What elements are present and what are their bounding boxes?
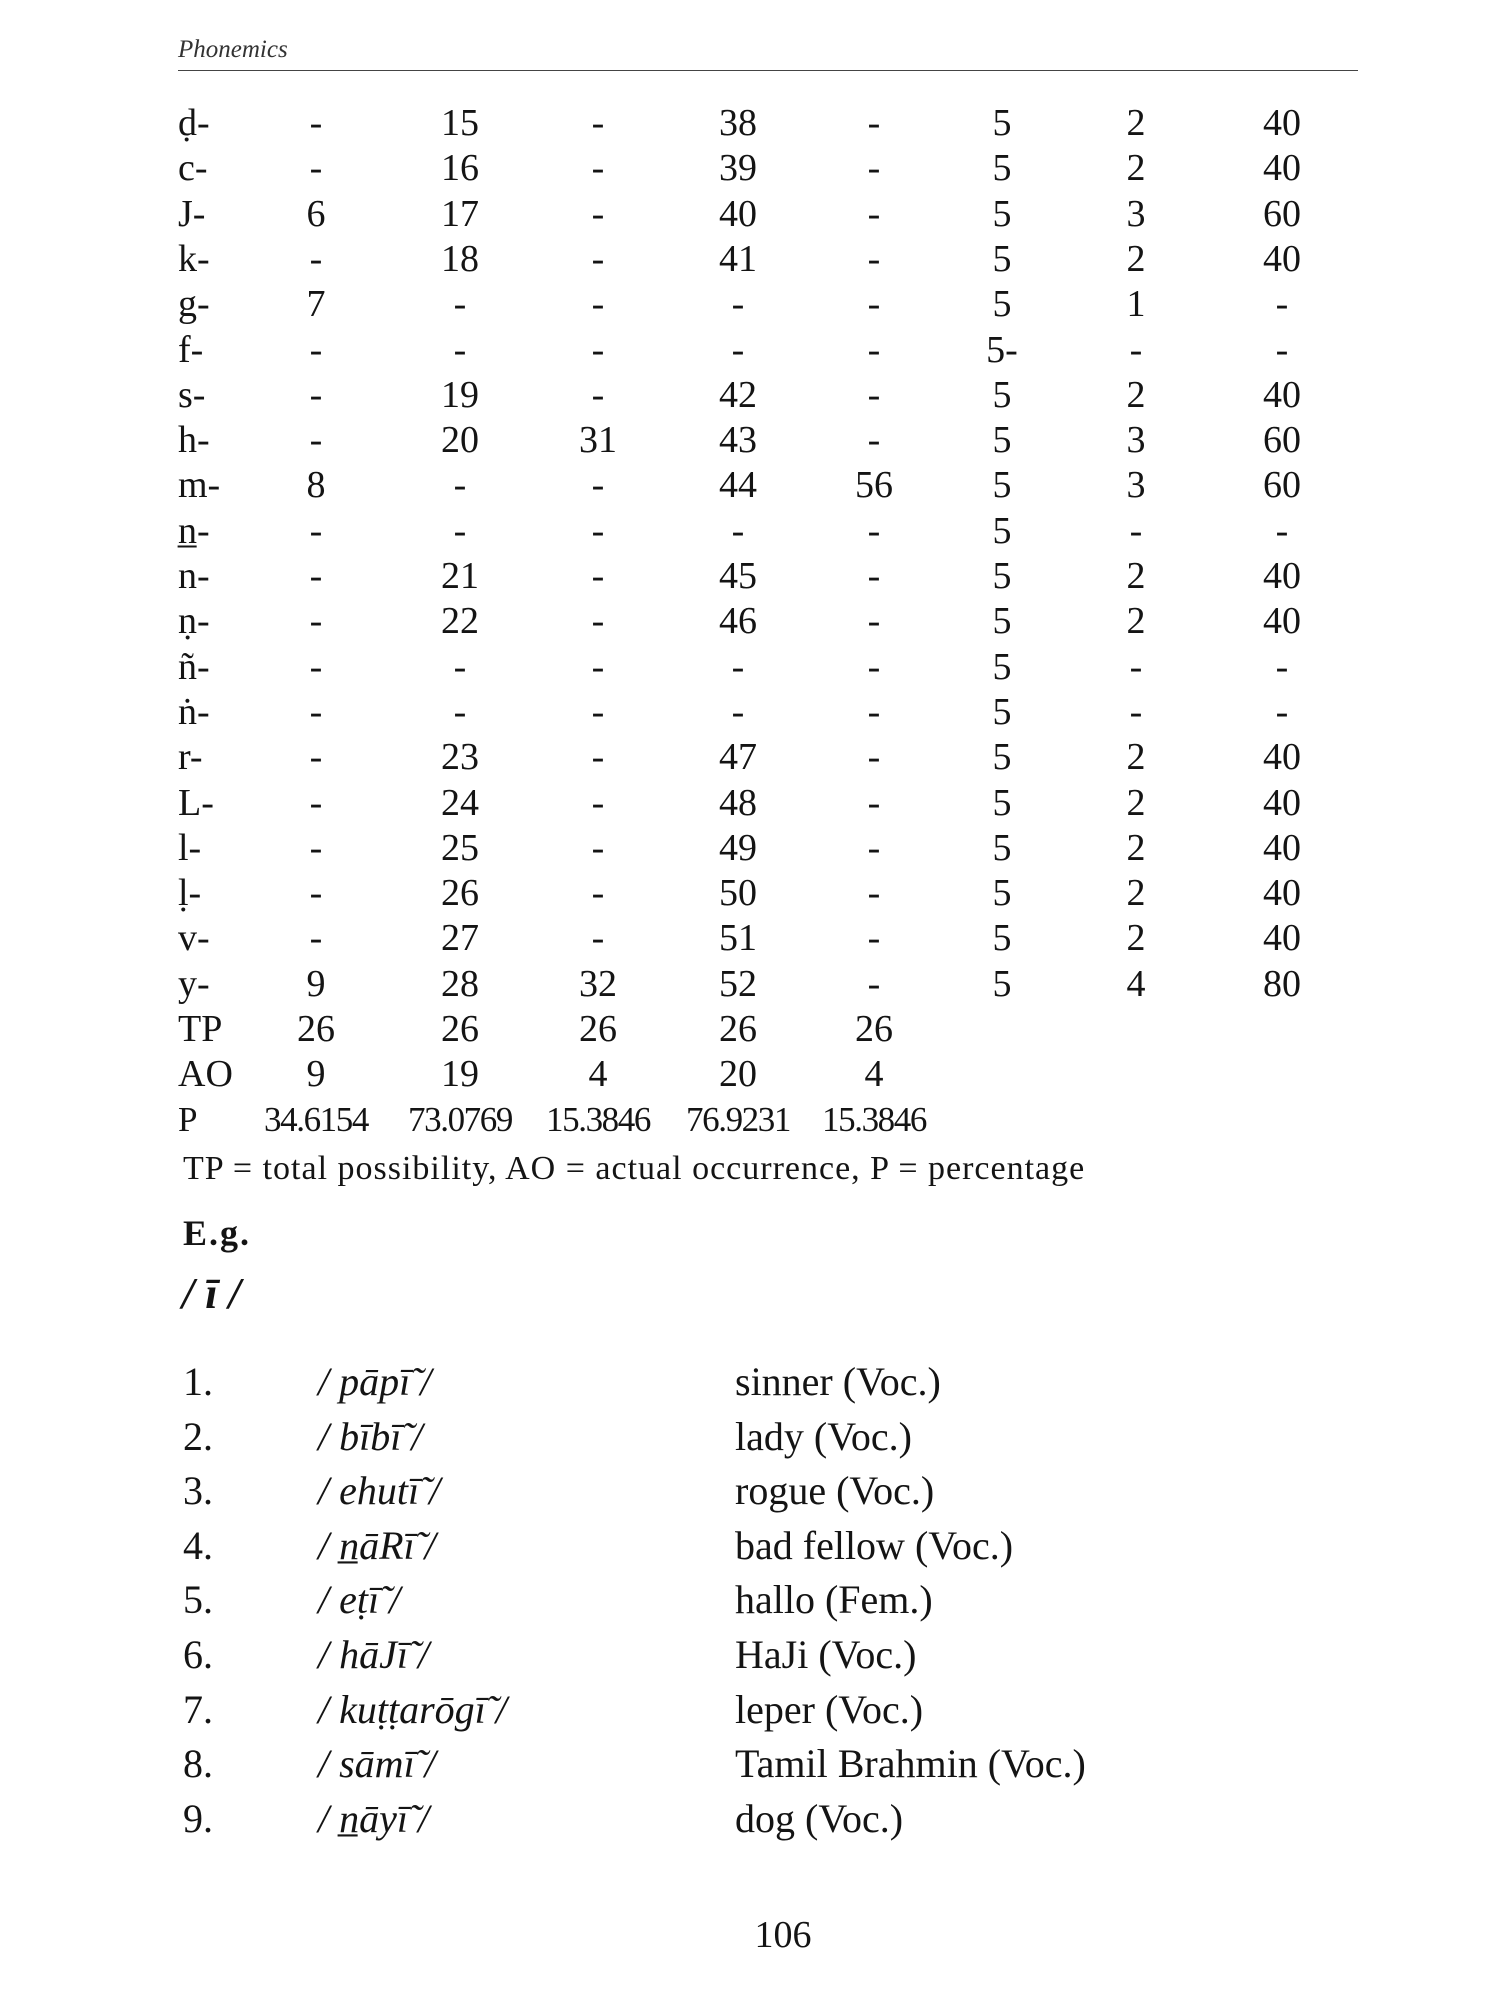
table-cell: 56 [855, 464, 893, 507]
table-cell: - [591, 373, 605, 416]
table-cell: 5 [992, 237, 1012, 280]
table-cell: 5 [992, 600, 1012, 643]
table-cell: - [309, 102, 323, 144]
table-cell: 32 [579, 962, 617, 1005]
table-cell: 31 [579, 419, 617, 462]
table-row [0, 825, 1500, 871]
table-cell: - [309, 600, 323, 643]
table-cell: - [591, 600, 605, 643]
table-cell: 49 [719, 826, 757, 869]
example-number: 7. [183, 1686, 213, 1732]
table-cell: 23 [441, 736, 479, 779]
table-cell: - [309, 826, 323, 869]
table-cell: - [591, 872, 605, 915]
table-cell: - [309, 237, 323, 280]
table-cell: - [867, 147, 881, 190]
table-cell: 5 [992, 736, 1012, 779]
table-cell: - [309, 509, 323, 552]
table-cell: - [867, 690, 881, 733]
example-gloss: hallo (Fem.) [735, 1577, 933, 1623]
table-cell: 7 [306, 283, 326, 326]
table-cell: 42 [719, 373, 757, 416]
example-form: / eṭī̃ / [318, 1577, 401, 1623]
table-cell: 76.9231 [686, 1099, 790, 1139]
table-cell: 45 [719, 555, 757, 597]
table-cell: - [731, 509, 745, 552]
table-cell: - [731, 328, 745, 371]
row-label: l- [178, 826, 202, 869]
example-item [0, 1465, 1500, 1517]
table-row [0, 236, 1500, 282]
table-cell: - [867, 962, 881, 1005]
table-cell: 27 [441, 917, 479, 960]
table-cell: 2 [1126, 237, 1146, 280]
row-label: TP [178, 1008, 223, 1050]
example-form: / n̲āRī̃ / [318, 1522, 436, 1568]
table-cell: 60 [1263, 419, 1301, 462]
row-label: ñ- [178, 645, 210, 688]
table-cell: 5 [992, 373, 1012, 416]
table-cell: 38 [719, 102, 757, 144]
table-cell: 19 [441, 373, 479, 416]
example-number: 5. [183, 1577, 213, 1623]
row-label: k- [178, 237, 210, 280]
table-cell: 3 [1126, 192, 1146, 235]
table-cell: - [867, 373, 881, 416]
row-label: c- [178, 147, 208, 190]
table-cell: - [591, 645, 605, 688]
example-item [0, 1411, 1500, 1463]
table-cell: - [591, 328, 605, 371]
table-cell: 48 [719, 781, 757, 824]
example-gloss: rogue (Voc.) [735, 1468, 935, 1514]
table-cell: - [867, 872, 881, 915]
table-cell: 22 [441, 600, 479, 643]
table-cell: 52 [719, 962, 757, 1005]
example-form: / ehutī̃ / [318, 1468, 441, 1514]
table-cell: 5 [992, 464, 1012, 507]
table-cell: 5 [992, 962, 1012, 1005]
table-cell: 5 [992, 872, 1012, 915]
example-form: / hāJī̃ / [318, 1632, 430, 1677]
example-form: / sāmī̃ / [318, 1741, 436, 1787]
table-cell: - [309, 872, 323, 915]
table-row [0, 689, 1500, 735]
table-cell: 73.0769 [408, 1099, 512, 1139]
table-cell: 39 [719, 147, 757, 190]
table-cell: 16 [441, 147, 479, 190]
example-form: / pāpī̃ / [318, 1359, 432, 1404]
table-cell: 5 [992, 192, 1012, 235]
row-label: v- [178, 917, 210, 960]
table-cell: 5 [992, 781, 1012, 824]
table-cell: - [591, 781, 605, 824]
table-cell: - [1129, 509, 1143, 552]
example-number: 6. [183, 1632, 213, 1677]
table-cell: 2 [1126, 736, 1146, 779]
table-cell: - [309, 419, 323, 462]
table-cell: - [867, 509, 881, 552]
table-cell: - [309, 328, 323, 371]
table-cell: 40 [1263, 373, 1301, 416]
example-gloss: HaJi (Voc.) [735, 1632, 917, 1677]
table-cell: - [591, 826, 605, 869]
summary-row [0, 1051, 1500, 1097]
table-cell: - [591, 509, 605, 552]
table-cell: - [591, 555, 605, 597]
table-cell: - [453, 509, 467, 552]
table-cell: 40 [1263, 237, 1301, 280]
table-cell: - [1129, 690, 1143, 733]
table-cell: 40 [1263, 872, 1301, 915]
table-cell: 2 [1126, 373, 1146, 416]
table-cell: 26 [719, 1008, 757, 1050]
example-gloss: leper (Voc.) [735, 1686, 924, 1732]
table-row [0, 961, 1500, 1007]
table-cell: 5 [992, 555, 1012, 597]
table-cell: 26 [579, 1008, 617, 1050]
table-cell: - [867, 736, 881, 779]
table-cell: - [1275, 328, 1289, 371]
row-label: m- [178, 464, 221, 507]
table-cell: - [1275, 645, 1289, 688]
table-cell: 5 [992, 419, 1012, 462]
table-cell: 4 [588, 1053, 608, 1096]
table-cell: 15 [441, 102, 479, 144]
table-cell: - [867, 419, 881, 462]
table-cell: - [309, 373, 323, 416]
table-row [0, 598, 1500, 644]
example-form: / bībī̃ / [318, 1413, 423, 1459]
row-label: ṇ- [178, 600, 210, 643]
table-cell: 9 [306, 962, 326, 1005]
table-cell: - [309, 781, 323, 824]
table-row [0, 734, 1500, 780]
table-cell: 25 [441, 826, 479, 869]
table-cell: 2 [1126, 872, 1146, 915]
table-cell: 19 [441, 1053, 479, 1096]
row-label: y- [178, 962, 210, 1005]
table-cell: 3 [1126, 419, 1146, 462]
table-cell: - [309, 917, 323, 960]
example-item [0, 1356, 1500, 1408]
table-cell: - [309, 555, 323, 597]
table-cell: 40 [1263, 781, 1301, 824]
table-cell: 80 [1263, 962, 1301, 1005]
table-row [0, 870, 1500, 916]
example-number: 1. [183, 1359, 213, 1404]
table-cell: 2 [1126, 600, 1146, 643]
table-cell: - [309, 645, 323, 688]
row-label: s- [178, 373, 206, 416]
table-cell: 40 [1263, 917, 1301, 960]
table-cell: - [1275, 690, 1289, 733]
example-item [0, 1574, 1500, 1626]
example-number: 4. [183, 1522, 213, 1568]
table-row [0, 417, 1500, 463]
table-cell: 50 [719, 872, 757, 915]
example-item [0, 1738, 1500, 1790]
table-cell: 18 [441, 237, 479, 280]
row-label: P [178, 1099, 197, 1139]
row-label: g- [178, 283, 210, 326]
table-cell: - [867, 645, 881, 688]
table-cell: 6 [306, 192, 326, 235]
table-cell: 5 [992, 102, 1012, 144]
examples-heading: E.g. [183, 1213, 252, 1253]
table-cell: 26 [441, 872, 479, 915]
table-cell: 15.3846 [822, 1099, 926, 1139]
table-row [0, 191, 1500, 237]
table-cell: 5 [992, 147, 1012, 190]
table-row [0, 508, 1500, 554]
table-cell: 28 [441, 962, 479, 1005]
example-form: / kuṭṭarōgī̃ / [318, 1686, 507, 1732]
table-cell: 20 [719, 1053, 757, 1096]
table-cell: 15.3846 [546, 1099, 650, 1139]
table-cell: 46 [719, 600, 757, 643]
table-cell: - [453, 464, 467, 507]
table-cell: 2 [1126, 826, 1146, 869]
table-cell: 43 [719, 419, 757, 462]
table-cell: 2 [1126, 917, 1146, 960]
table-cell: 44 [719, 464, 757, 507]
table-cell: - [591, 736, 605, 779]
table-cell: 5 [992, 645, 1012, 688]
table-cell: 21 [441, 555, 479, 597]
table-cell: 51 [719, 917, 757, 960]
example-item [0, 1684, 1500, 1736]
table-row [0, 462, 1500, 508]
table-cell: 5 [992, 917, 1012, 960]
example-form: / n̲āyī̃ / [318, 1795, 430, 1841]
row-label: J- [178, 192, 206, 235]
table-cell: 20 [441, 419, 479, 462]
table-cell: - [867, 781, 881, 824]
table-row [0, 145, 1500, 191]
table-cell: 5- [986, 328, 1018, 371]
table-cell: 8 [306, 464, 326, 507]
table-cell: 17 [441, 192, 479, 235]
table-cell: - [867, 237, 881, 280]
row-label: L- [178, 781, 214, 824]
table-row [0, 372, 1500, 418]
table-cell: - [591, 192, 605, 235]
example-gloss: sinner (Voc.) [735, 1359, 941, 1404]
page-number: 106 [754, 1914, 812, 1956]
header-rule [178, 70, 1358, 71]
example-gloss: dog (Voc.) [735, 1795, 904, 1841]
row-label: f- [178, 328, 204, 371]
summary-row [0, 1006, 1500, 1052]
table-cell: 2 [1126, 147, 1146, 190]
table-cell: - [867, 826, 881, 869]
table-cell: 26 [297, 1008, 335, 1050]
table-cell: 5 [992, 509, 1012, 552]
table-cell: - [453, 645, 467, 688]
table-row [0, 553, 1500, 599]
table-cell: - [591, 917, 605, 960]
table-cell: 40 [719, 192, 757, 235]
table-cell: 3 [1126, 464, 1146, 507]
example-gloss: lady (Voc.) [735, 1413, 912, 1459]
example-number: 2. [183, 1413, 213, 1459]
table-cell: 40 [1263, 147, 1301, 190]
table-legend: TP = total possibility, AO = actual occurrence, P = percentage [183, 1150, 1086, 1187]
row-label: ṅ- [178, 690, 210, 733]
table-cell: - [591, 102, 605, 144]
running-head: Phonemics [178, 36, 288, 63]
table-cell: 41 [719, 237, 757, 280]
table-cell: 4 [1126, 962, 1146, 1005]
table-cell: - [309, 690, 323, 733]
table-row [0, 281, 1500, 327]
table-cell: - [731, 690, 745, 733]
table-row [0, 915, 1500, 961]
example-number: 8. [183, 1741, 213, 1787]
table-cell: 2 [1126, 555, 1146, 597]
table-cell: - [453, 283, 467, 326]
table-cell: 24 [441, 781, 479, 824]
table-cell: 5 [992, 283, 1012, 326]
table-cell: 47 [719, 736, 757, 779]
table-cell: - [1129, 645, 1143, 688]
example-phoneme: / ī / [182, 1269, 241, 1318]
table-cell: 40 [1263, 736, 1301, 779]
table-cell: - [591, 237, 605, 280]
table-cell: - [309, 147, 323, 190]
table-row [0, 327, 1500, 373]
row-label: n̲- [178, 509, 210, 552]
table-cell: - [453, 328, 467, 371]
table-cell: - [867, 283, 881, 326]
table-cell: 34.6154 [264, 1099, 368, 1139]
table-cell: - [1129, 328, 1143, 371]
table-row [0, 644, 1500, 690]
table-cell: 5 [992, 826, 1012, 869]
table-cell: 26 [855, 1008, 893, 1050]
row-label: AO [178, 1053, 233, 1096]
table-cell: - [1275, 283, 1289, 326]
table-cell: 40 [1263, 826, 1301, 869]
table-cell: 26 [441, 1008, 479, 1050]
table-cell: 2 [1126, 781, 1146, 824]
table-cell: - [1275, 509, 1289, 552]
table-cell: - [731, 283, 745, 326]
table-cell: - [591, 690, 605, 733]
table-cell: 40 [1263, 555, 1301, 597]
table-cell: - [309, 736, 323, 779]
table-cell: 9 [306, 1053, 326, 1096]
example-number: 3. [183, 1468, 213, 1514]
table-cell: 60 [1263, 192, 1301, 235]
row-label: h- [178, 419, 210, 462]
row-label: ḷ- [178, 872, 202, 915]
table-cell: 5 [992, 690, 1012, 733]
table-cell: - [867, 328, 881, 371]
row-label: r- [178, 736, 203, 779]
table-cell: - [867, 555, 881, 597]
table-cell: - [591, 283, 605, 326]
table-row [0, 780, 1500, 826]
table-cell: 40 [1263, 102, 1301, 144]
table-cell: 2 [1126, 102, 1146, 144]
example-gloss: bad fellow (Voc.) [735, 1522, 1014, 1568]
table-cell: - [867, 600, 881, 643]
example-item [0, 1629, 1500, 1681]
example-item [0, 1520, 1500, 1572]
summary-row [0, 1097, 1500, 1143]
table-cell: - [731, 645, 745, 688]
row-label: ḍ- [178, 102, 210, 144]
table-cell: 40 [1263, 600, 1301, 643]
table-cell: - [867, 102, 881, 144]
example-item [0, 1793, 1500, 1845]
table-cell: 60 [1263, 464, 1301, 507]
table-cell: - [453, 690, 467, 733]
table-cell: 1 [1126, 283, 1146, 326]
row-label: n- [178, 555, 210, 597]
table-cell: - [867, 192, 881, 235]
table-cell: - [591, 464, 605, 507]
table-cell: - [591, 147, 605, 190]
table-cell: - [867, 917, 881, 960]
table-row [0, 100, 1500, 146]
example-gloss: Tamil Brahmin (Voc.) [735, 1741, 1086, 1787]
example-number: 9. [183, 1795, 213, 1841]
table-cell: 4 [864, 1053, 884, 1096]
